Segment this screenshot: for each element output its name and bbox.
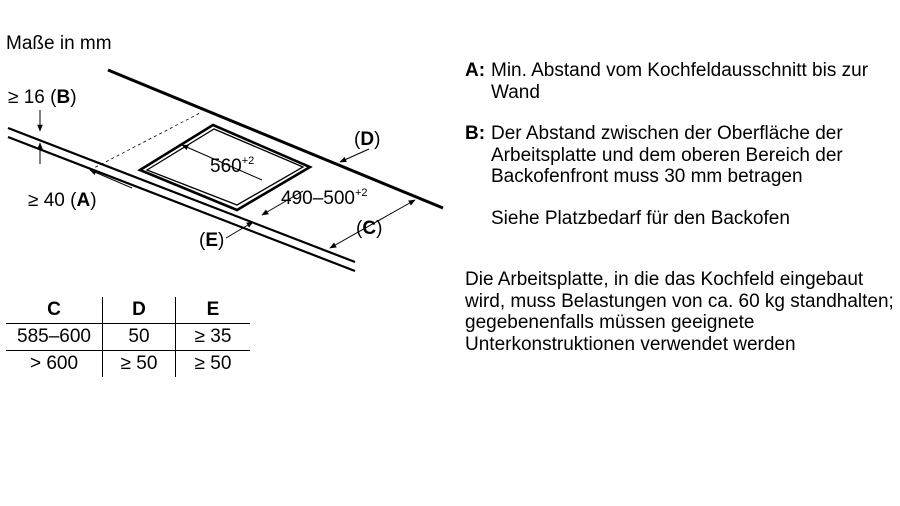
notes-panel: [465, 60, 895, 355]
note-b: [465, 123, 895, 188]
installation-diagram: [0, 0, 460, 290]
table-header-e: E: [206, 299, 220, 320]
table-header-c: C: [6, 297, 103, 324]
dimensions-caption: Maße in mm: [6, 33, 112, 54]
oven-front-reference-line: [90, 113, 200, 170]
label-b: ≥ 16 (B): [8, 87, 77, 108]
label-width: $560^{+2}$: [210, 155, 255, 177]
note-a-letter: A:: [465, 60, 486, 81]
table-row: [6, 351, 250, 378]
label-a: ≥ 40 (A): [28, 190, 97, 211]
table-cell: ≥ 50: [103, 351, 176, 378]
note-a-text: Min. Abstand vom Kochfeldausschnitt bis zur Wand: [491, 60, 869, 103]
table-header-d: D: [103, 297, 176, 324]
label-c: (C): [356, 218, 383, 239]
table-cell: ≥ 35: [176, 324, 251, 351]
label-depth: $490-500^{+2}$: [281, 187, 368, 209]
table-cell: 585–600: [6, 324, 103, 351]
note-b-text: Der Abstand zwischen der Oberfläche der Arbeitsplatte und dem oberen Bereich der Backofenfront muss 30 mm betragen: [491, 123, 843, 187]
see-oven-note: Siehe Platzbedarf für den Backofen: [491, 207, 790, 229]
note-a: [465, 60, 895, 103]
table-cell: ≥ 50: [194, 353, 232, 374]
table-cell: 50: [103, 324, 176, 351]
dimension-d-arrow: [340, 149, 369, 162]
note-b-letter: B:: [465, 123, 486, 144]
table-cell: > 600: [6, 351, 103, 378]
clearance-table: [6, 297, 250, 377]
label-e: (E): [199, 230, 225, 251]
load-requirement-text: Die Arbeitsplatte, in die das Kochfeld eingebaut wird, muss Belastungen von ca. 60 kg standhalten; gegebenenfalls müssen geeignete Unterkonstruktionen verwendet werden: [465, 269, 894, 355]
table-header-row: [6, 297, 250, 324]
table-row: [6, 324, 250, 351]
label-d: (D): [354, 129, 381, 150]
